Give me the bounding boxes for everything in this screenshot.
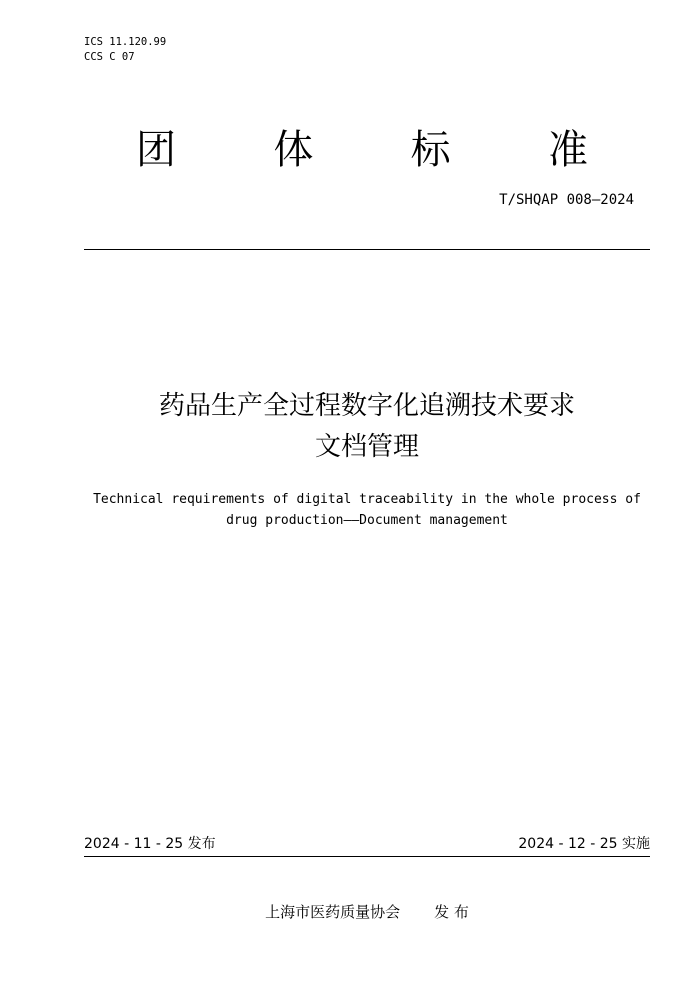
english-title-line-2: drug production——Document management xyxy=(226,513,508,528)
issue-date: 2024 - 11 - 25 发布 xyxy=(84,836,216,852)
chinese-title-line-1: 药品生产全过程数字化追溯技术要求 xyxy=(158,391,575,421)
publisher-name: 上海市医药质量协会 xyxy=(265,903,401,921)
chinese-title-line-2: 文档管理 xyxy=(314,432,419,462)
dates-row xyxy=(84,834,650,856)
footer-divider xyxy=(84,856,650,857)
publish-label: 发 布 xyxy=(434,903,469,921)
implementation-date: 2024 - 12 - 25 实施 xyxy=(518,836,650,852)
header-divider xyxy=(84,249,650,250)
banner-char-3: 标 xyxy=(410,127,451,173)
banner-char-4: 准 xyxy=(547,127,588,173)
banner-char-2: 体 xyxy=(273,127,314,173)
publisher-line xyxy=(84,902,650,922)
banner-char-1: 团 xyxy=(136,127,176,173)
standard-number: T/SHQAP 008—2024 xyxy=(499,192,634,208)
ics-code: ICS 11.120.99 xyxy=(84,36,167,48)
ccs-code: CCS C 07 xyxy=(84,51,135,63)
classification-codes xyxy=(84,35,166,65)
standard-type-banner xyxy=(132,122,592,178)
english-title xyxy=(84,489,650,531)
english-title-line-1: Technical requirements of digital traceability in the whole process of xyxy=(93,492,641,507)
